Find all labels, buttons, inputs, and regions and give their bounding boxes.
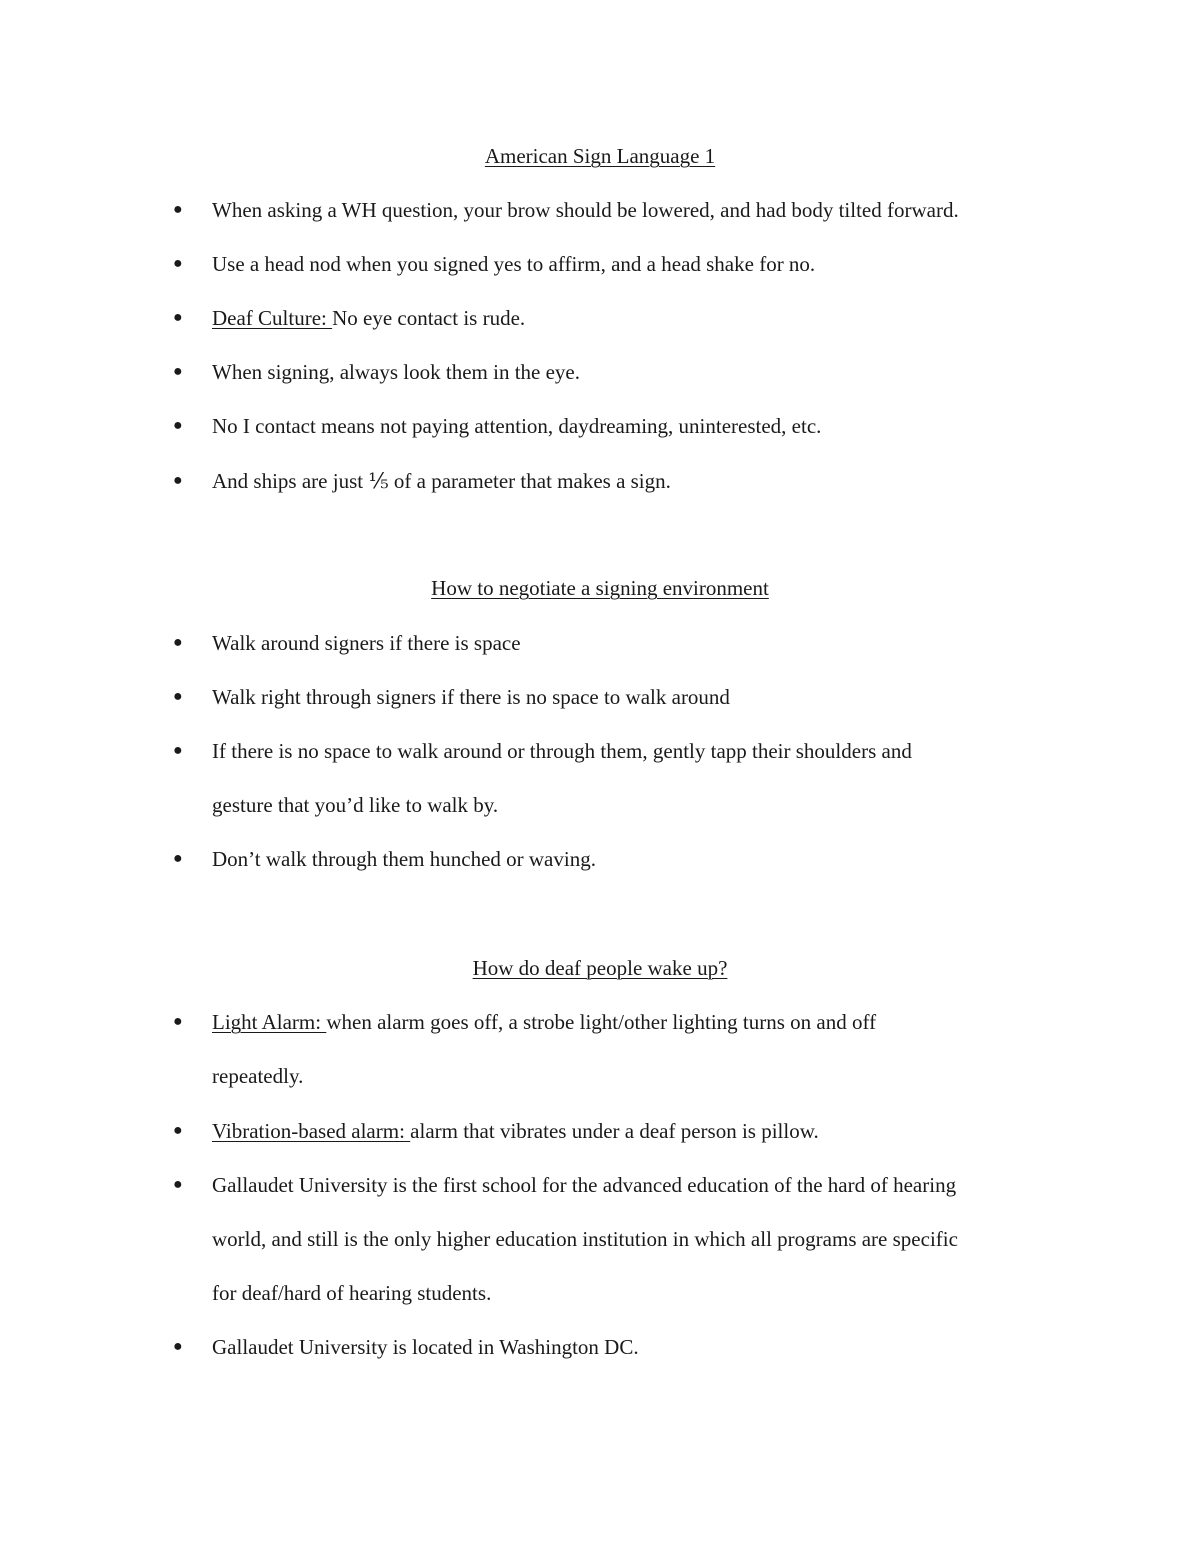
bullet-icon: ●: [173, 472, 183, 489]
list-item-continuation: repeatedly.: [212, 1064, 304, 1088]
bullet-icon: ●: [173, 1176, 183, 1193]
bullet-icon: ●: [173, 688, 183, 705]
bullet-icon: ●: [173, 1338, 183, 1355]
term-label: Light Alarm:: [212, 1010, 327, 1034]
list-item: When asking a WH question, your brow should be lowered, and had body tilted forward.: [212, 198, 959, 222]
list-item-continuation: for deaf/hard of hearing students.: [212, 1281, 492, 1305]
term-label: Deaf Culture:: [212, 306, 333, 330]
list-item-continuation: world, and still is the only higher education institution in which all programs are specific: [212, 1227, 958, 1251]
section-heading-signing-environment: How to negotiate a signing environment: [431, 576, 769, 600]
bullet-icon: ●: [173, 742, 183, 759]
list-item: Use a head nod when you signed yes to affirm, and a head shake for no.: [212, 252, 816, 276]
bullet-icon: ●: [173, 363, 183, 380]
bullet-icon: ●: [173, 417, 183, 434]
list-item: If there is no space to walk around or through them, gently tapp their shoulders and: [212, 739, 912, 763]
list-item: Light Alarm: when alarm goes off, a strobe light/other lighting turns on and off: [212, 1010, 877, 1034]
bullet-icon: ●: [173, 1122, 183, 1139]
bullet-icon: ●: [173, 634, 183, 651]
list-item: Walk around signers if there is space: [212, 631, 521, 655]
bullet-icon: ●: [173, 201, 183, 218]
bullet-icon: ●: [173, 1013, 183, 1030]
list-item: Don’t walk through them hunched or waving.: [212, 847, 596, 871]
list-item: No I contact means not paying attention, daydreaming, uninterested, etc.: [212, 414, 822, 438]
list-item: Gallaudet University is located in Washington DC.: [212, 1335, 639, 1359]
list-item: Gallaudet University is the first school for the advanced education of the hard of hearing: [212, 1173, 957, 1197]
bullet-icon: ●: [173, 309, 183, 326]
list-item: Walk right through signers if there is no space to walk around: [212, 685, 730, 709]
list-item-continuation: gesture that you’d like to walk by.: [212, 793, 499, 817]
list-item: When signing, always look them in the eye.: [212, 360, 581, 384]
list-item: Vibration-based alarm: alarm that vibrates under a deaf person is pillow.: [212, 1119, 819, 1143]
list-item: Deaf Culture: No eye contact is rude.: [212, 306, 526, 330]
section-heading-wake-up: How do deaf people wake up?: [472, 956, 728, 980]
bullet-icon: ●: [173, 850, 183, 867]
bullet-icon: ●: [173, 255, 183, 272]
list-item: And ships are just ⅕ of a parameter that makes a sign.: [212, 469, 671, 493]
term-label: Vibration-based alarm:: [212, 1119, 411, 1143]
section-heading-asl-1: American Sign Language 1: [484, 144, 716, 168]
